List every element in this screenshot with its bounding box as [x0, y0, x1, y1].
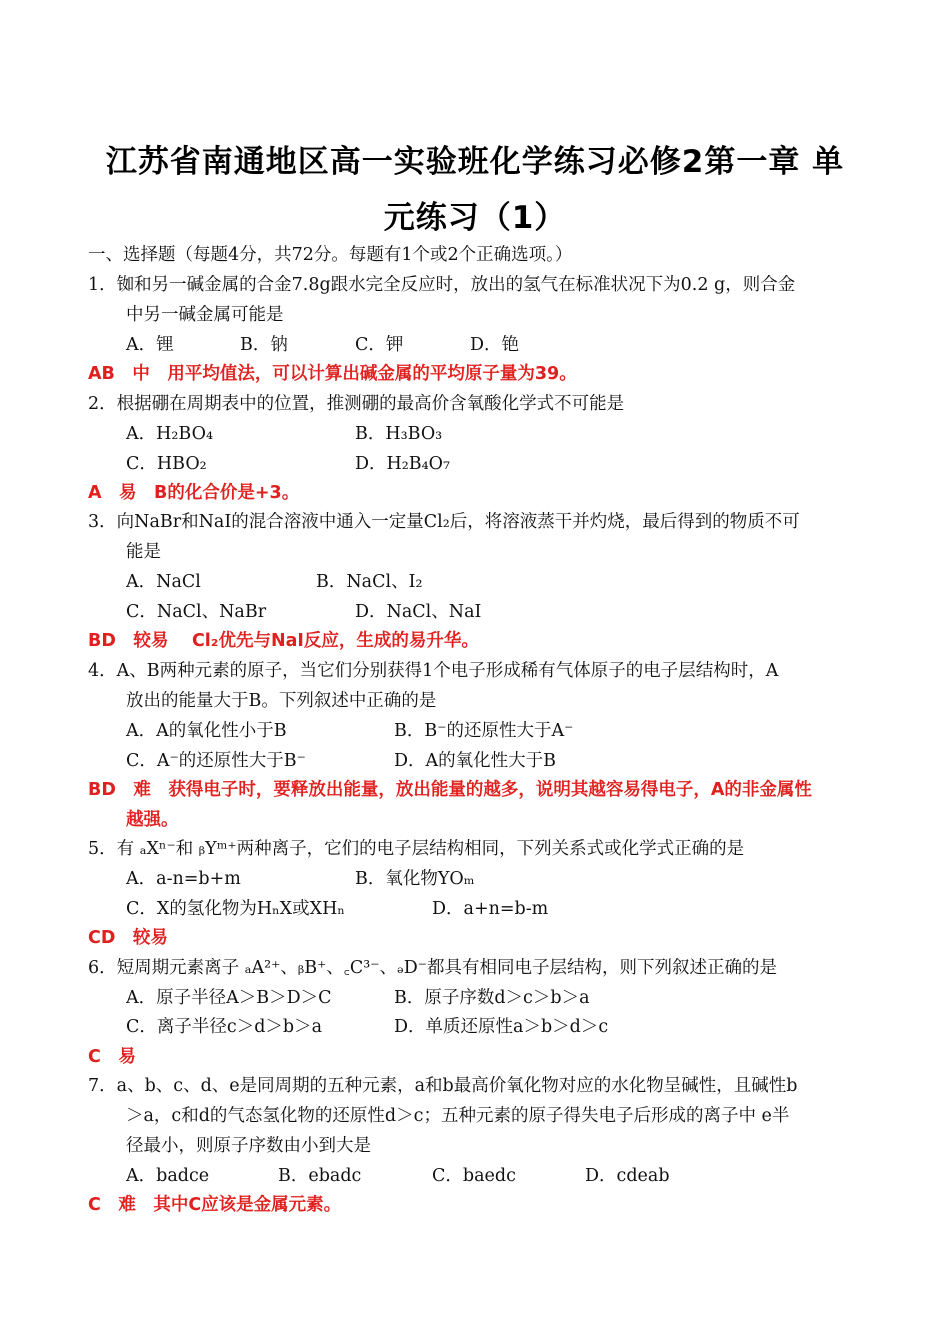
question-4-line-2: 放出的能量大于B。下列叙述中正确的是 — [126, 691, 437, 711]
question-2-option-a: A．H₂BO₄ — [126, 424, 213, 444]
question-4-answer-line-2: 越强。 — [126, 810, 179, 830]
question-6-answer: C 易 — [88, 1047, 136, 1067]
question-5-option-a: A．a-n=b+m — [126, 869, 241, 889]
question-6-option-d: D．单质还原性a＞b＞d＞c — [394, 1017, 609, 1037]
question-7-answer: C 难 其中C应该是金属元素。 — [88, 1195, 342, 1215]
question-7-option-c: C．baedc — [432, 1166, 516, 1186]
title-line-1: 江苏省南通地区高一实验班化学练习必修2第一章 单 — [105, 144, 845, 180]
question-7-option-b: B．ebadc — [278, 1166, 362, 1186]
question-3-answer: BD 较易 Cl₂优先与NaI反应，生成的易升华。 — [88, 631, 479, 651]
question-4-option-b: B．B⁻的还原性大于A⁻ — [394, 721, 574, 741]
question-7-line-1: 7．a、b、c、d、e是同周期的五种元素，a和b最高价氧化物对应的水化物呈碱性，且碱性b — [88, 1076, 798, 1096]
question-2-option-b: B．H₃BO₃ — [355, 424, 443, 444]
question-7-line-2: ＞a，c和d的气态氢化物的还原性d＞c；五种元素的原子得失电子后形成的离子中 e半 — [126, 1106, 790, 1126]
question-1-line-2: 中另一碱金属可能是 — [126, 305, 284, 325]
question-3-line-1: 3．向NaBr和NaI的混合溶液中通入一定量Cl₂后，将溶液蒸干并灼烧，最后得到的物质不可 — [88, 512, 800, 532]
question-4-line-1: 4．A、B两种元素的原子，当它们分别获得1个电子形成稀有气体原子的电子层结构时，A — [88, 661, 779, 681]
question-1-answer: AB 中 用平均值法，可以计算出碱金属的平均原子量为39。 — [88, 364, 577, 384]
question-4-option-a: A．A的氧化性小于B — [126, 721, 287, 741]
question-3-option-c: C．NaCl、NaBr — [126, 602, 267, 622]
question-2-answer: A 易 B的化合价是+3。 — [88, 483, 300, 503]
question-5-option-d: D．a+n=b-m — [432, 899, 549, 919]
question-5-option-b: B．氧化物YOₘ — [355, 869, 475, 889]
question-6-option-b: B．原子序数d＞c＞b＞a — [394, 988, 590, 1008]
question-6-line-1: 6．短周期元素离子 ₐA²⁺、ᵦB⁺、꜀C³⁻、ₔD⁻都具有相同电子层结构，则下列叙述正确的是 — [88, 958, 778, 978]
question-3-option-b: B．NaCl、I₂ — [316, 572, 423, 592]
question-4-answer-line-1: BD 难 获得电子时，要释放出能量，放出能量的越多，说明其越容易得电子，A的非金属性 — [88, 780, 812, 800]
question-1-option-d: D．铯 — [470, 335, 520, 355]
question-1-line-1: 1．铷和另一碱金属的合金7.8g跟水完全反应时，放出的氢气在标准状况下为0.2 g，则合金 — [88, 275, 796, 295]
question-4-option-c: C．A⁻的还原性大于B⁻ — [126, 751, 306, 771]
question-7-line-3: 径最小，则原子序数由小到大是 — [126, 1136, 371, 1156]
question-2-option-d: D．H₂B₄O₇ — [355, 454, 451, 474]
question-2-option-c: C．HBO₂ — [126, 454, 207, 474]
question-3-option-a: A．NaCl — [126, 572, 201, 592]
question-5-option-c: C．X的氢化物为HₙX或XHₙ — [126, 899, 345, 919]
question-1-option-b: B．钠 — [240, 335, 288, 355]
question-6-option-c: C．离子半径c＞d＞b＞a — [126, 1017, 323, 1037]
question-6-option-a: A．原子半径A＞B＞D＞C — [126, 988, 332, 1008]
question-3-option-d: D．NaCl、NaI — [355, 602, 482, 622]
question-7-option-d: D．cdeab — [585, 1166, 670, 1186]
question-3-line-2: 能是 — [126, 542, 161, 562]
question-7-option-a: A．badce — [126, 1166, 210, 1186]
question-2-line-1: 2．根据硼在周期表中的位置，推测硼的最高价含氧酸化学式不可能是 — [88, 394, 625, 414]
section-heading: 一、选择题（每题4分，共72分。每题有1个或2个正确选项。） — [88, 245, 573, 265]
question-1-option-c: C．钾 — [355, 335, 404, 355]
question-1-option-a: A．锂 — [126, 335, 174, 355]
title-line-2: 元练习（1） — [383, 200, 567, 236]
question-5-answer: CD 较易 — [88, 928, 168, 948]
question-4-option-d: D．A的氧化性大于B — [394, 751, 557, 771]
question-5-line-1: 5．有 ₐXⁿ⁻和 ᵦYᵐ⁺两种离子，它们的电子层结构相同，下列关系式或化学式正确的是 — [88, 839, 745, 859]
